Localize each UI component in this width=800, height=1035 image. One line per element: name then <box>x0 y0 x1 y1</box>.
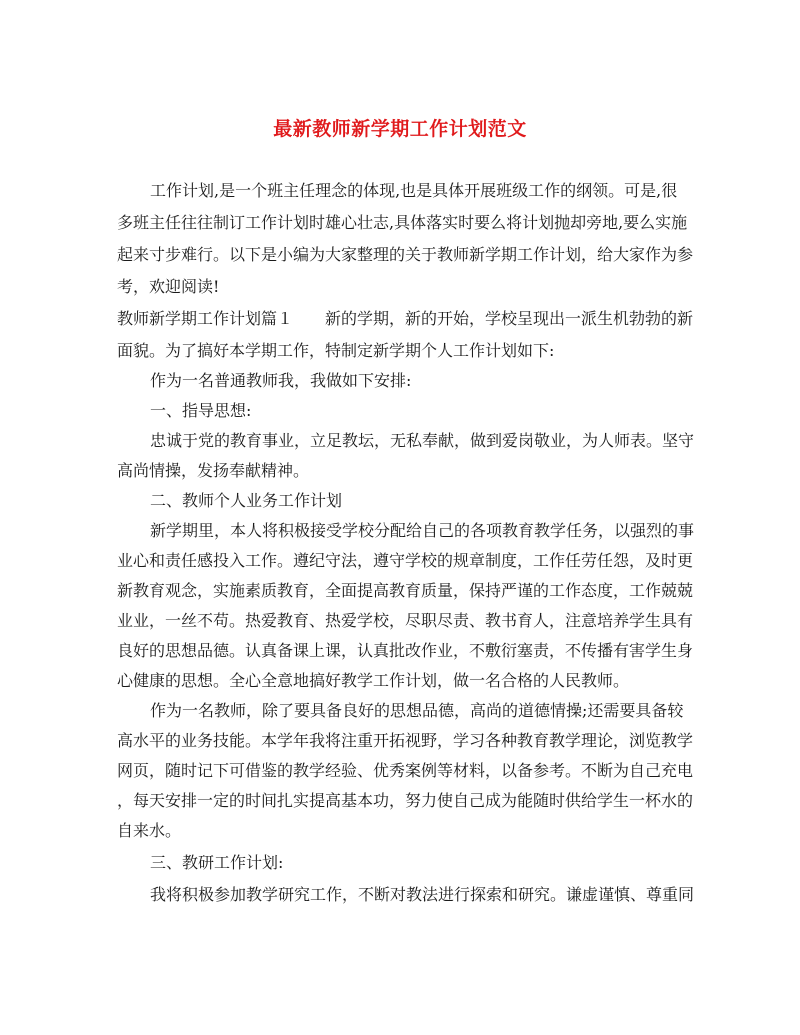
body-line: 新教育观念，实施素质教育，全面提高教育质量，保持严谨的工作态度，工作兢兢 <box>117 581 694 600</box>
body-line: 起来寸步难行。以下是小编为大家整理的关于教师新学期工作计划，给大家作为参 <box>117 245 694 264</box>
section-heading: 三、教研工作计划: <box>150 853 284 872</box>
body-line: 教师新学期工作计划篇１ 新的学期，新的开始，学校呈现出一派生机勃勃的新 <box>117 309 694 328</box>
body-line: 自来水。 <box>117 821 182 840</box>
body-line: 忠诚于党的教育事业，立足教坛，无私奉献，做到爱岗敬业，为人师表。坚守 <box>150 431 695 450</box>
document-title: 最新教师新学期工作计划范文 <box>273 118 527 140</box>
body-line: ，每天安排一定的时间扎实提高基本功，努力使自己成为能随时供给学生一杯水的 <box>117 791 694 810</box>
body-line: 良好的思想品德。认真备课上课，认真批改作业，不敷衍塞责，不传播有害学生身 <box>117 641 694 660</box>
body-line: 多班主任往往制订工作计划时雄心壮志,具体落实时要么将计划抛却旁地,要么实施 <box>117 213 688 232</box>
body-line: 作为一名普通教师我，我做如下安排: <box>150 371 412 390</box>
body-line: 业心和责任感投入工作。遵纪守法，遵守学校的规章制度，工作任劳任怨，及时更 <box>117 551 694 570</box>
body-line: 工作计划,是一个班主任理念的体现,也是具体开展班级工作的纲领。可是,很 <box>150 181 678 200</box>
body-line: 面貌。为了搞好本学期工作，特制定新学期个人工作计划如下: <box>117 341 555 360</box>
body-line: 新学期里，本人将积极接受学校分配给自己的各项教育教学任务，以强烈的事 <box>150 521 695 540</box>
section-heading: 二、教师个人业务工作计划 <box>150 491 343 510</box>
section-heading: 一、指导思想: <box>150 401 252 420</box>
body-line: 高尚情操，发扬奉献精神。 <box>117 461 310 480</box>
body-line: 网页，随时记下可借鉴的教学经验、优秀案例等材料，以备参考。不断为自己充电 <box>117 761 694 780</box>
body-line: 作为一名教师，除了要具备良好的思想品德，高尚的道德情操;还需要具备较 <box>150 701 684 720</box>
body-line: 我将积极参加教学研究工作，不断对教法进行探索和研究。谦虚谨慎、尊重同 <box>150 885 695 904</box>
body-line: 业业，一丝不苟。热爱教育、热爱学校，尽职尽责、教书育人，注意培养学生具有 <box>117 611 694 630</box>
body-line: 高水平的业务技能。本学年我将注重开拓视野，学习各种教育教学理论，浏览教学 <box>117 731 694 750</box>
body-line: 心健康的思想。全心全意地搞好教学工作计划，做一名合格的人民教师。 <box>117 671 630 690</box>
body-line: 考，欢迎阅读! <box>117 277 220 296</box>
